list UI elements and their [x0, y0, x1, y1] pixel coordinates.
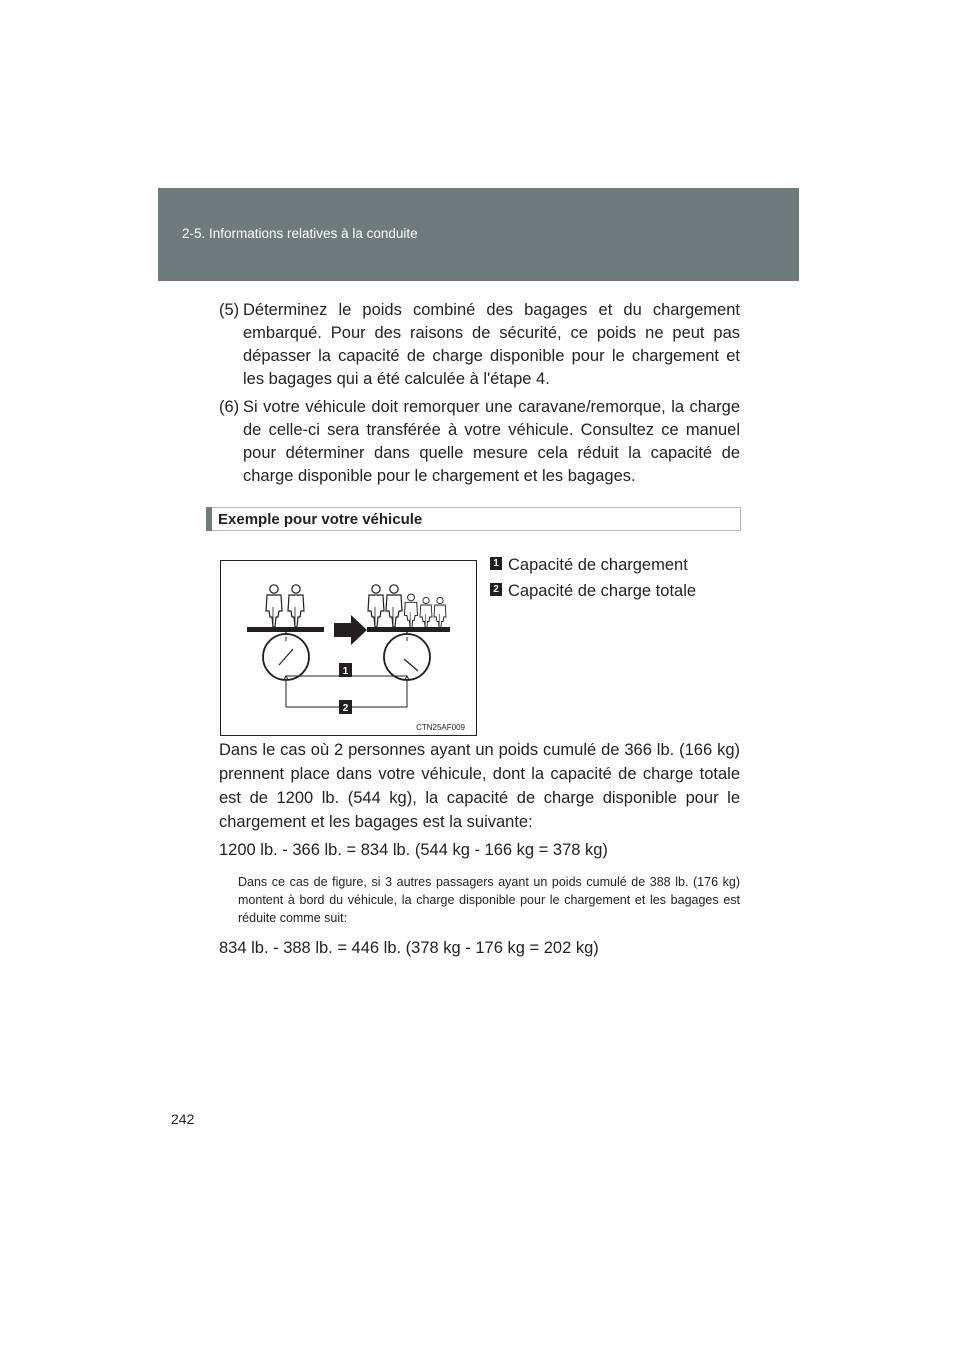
load-capacity-figure — [220, 560, 477, 736]
svg-text:2: 2 — [342, 703, 349, 714]
step-5 — [219, 299, 740, 391]
person-icon — [404, 594, 417, 629]
person-icon — [434, 597, 446, 629]
legend-item-1 — [490, 556, 688, 575]
left-platform — [247, 627, 324, 632]
step-number: (6) — [219, 398, 240, 416]
section-accent — [206, 507, 212, 531]
step-text: Déterminez le poids combiné des bagages et du chargement embarqué. Pour des raisons de sécurité, ce poids ne peut pas dépasser la capacité de charge disponible pour le chargement et les bagages qui a été calculée à l'étape 4. — [243, 301, 740, 388]
person-icon — [386, 585, 402, 627]
chapter-title: 2-5. Informations relatives à la conduite — [182, 226, 418, 241]
scale-illustration — [221, 561, 476, 735]
person-icon — [420, 597, 432, 629]
right-platform — [367, 627, 450, 632]
chapter-header — [158, 188, 799, 281]
step-6 — [219, 396, 740, 488]
note-paragraph: Dans ce cas de figure, si 3 autres passagers ayant un poids cumulé de 388 lb. (176 kg) montent à bord du véhicule, la charge disponible pour le chargement et les bagages est réduite comme suit: — [238, 875, 740, 925]
legend-label: Capacité de chargement — [508, 556, 688, 574]
section-title: Exemple pour votre véhicule — [218, 511, 423, 528]
figure-code: CTN25AF009 — [416, 723, 465, 732]
legend-label: Capacité de charge totale — [508, 582, 697, 600]
legend-badge: 1 — [490, 557, 502, 570]
calculation-2: 834 lb. - 388 lb. = 446 lb. (378 kg - 176 kg = 202 kg) — [219, 939, 599, 957]
svg-text:1: 1 — [342, 666, 349, 677]
legend-badge: 2 — [490, 583, 502, 596]
calculation-1: 1200 lb. - 366 lb. = 834 lb. (544 kg - 166 kg = 378 kg) — [219, 841, 608, 859]
person-icon — [266, 585, 282, 627]
step-text: Si votre véhicule doit remorquer une caravane/remorque, la charge de celle-ci sera transférée à votre véhicule. Consultez ce manuel pour déterminer dans quelle mesure cela réduit la capacité de charge disponible pour le chargement et les bagages. — [243, 398, 740, 485]
arrow-right-icon — [334, 615, 367, 645]
legend-item-2 — [490, 582, 696, 601]
section-heading — [206, 507, 741, 531]
example-paragraph: Dans le cas où 2 personnes ayant un poids cumulé de 366 lb. (166 kg) prennent place dans votre véhicule, dont la capacité de charge totale est de 1200 lb. (544 kg), la capacité de charge disponible pour le chargement et les bagages est la suivante: — [219, 741, 740, 831]
person-icon — [288, 585, 304, 627]
page-number: 242 — [171, 1111, 195, 1127]
step-number: (5) — [219, 301, 240, 319]
person-icon — [368, 585, 384, 627]
